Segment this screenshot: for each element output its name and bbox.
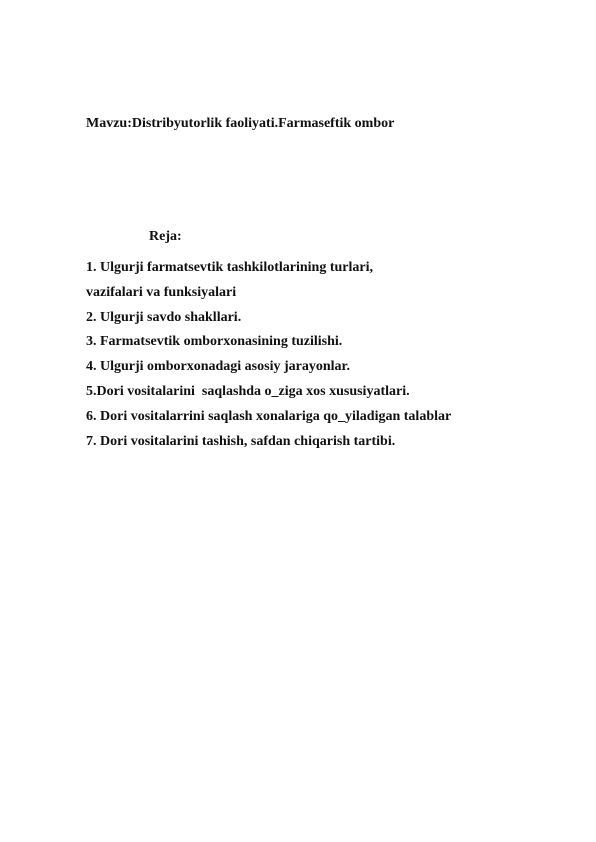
plan-line: vazifalari va funksiyalari [86, 284, 237, 300]
document-title: Mavzu:Distribyutorlik faoliyati.Farmaseftik ombor [86, 116, 395, 131]
plan-line: 3. Farmatsevtik omborxonasining tuzilishi. [86, 334, 343, 350]
plan-line: 5.Dori vositalarini saqlashda o_ziga xos xususiyatlari. [86, 383, 410, 399]
plan-line: 1. Ulgurji farmatsevtik tashkilotlarining turlari, [86, 260, 373, 275]
plan-line: 4. Ulgurji omborxonadagi asosiy jarayonlar. [86, 359, 350, 375]
plan-line: 2. Ulgurji savdo shakllari. [86, 309, 242, 325]
plan-list [86, 256, 451, 454]
plan-line: 6. Dori vositalarrini saqlash xonalariga qo_yiladigan talablar [86, 408, 452, 424]
plan-line: 7. Dori vositalarini tashish, safdan chiqarish tartibi. [86, 433, 396, 449]
plan-heading: Reja: [149, 229, 182, 244]
